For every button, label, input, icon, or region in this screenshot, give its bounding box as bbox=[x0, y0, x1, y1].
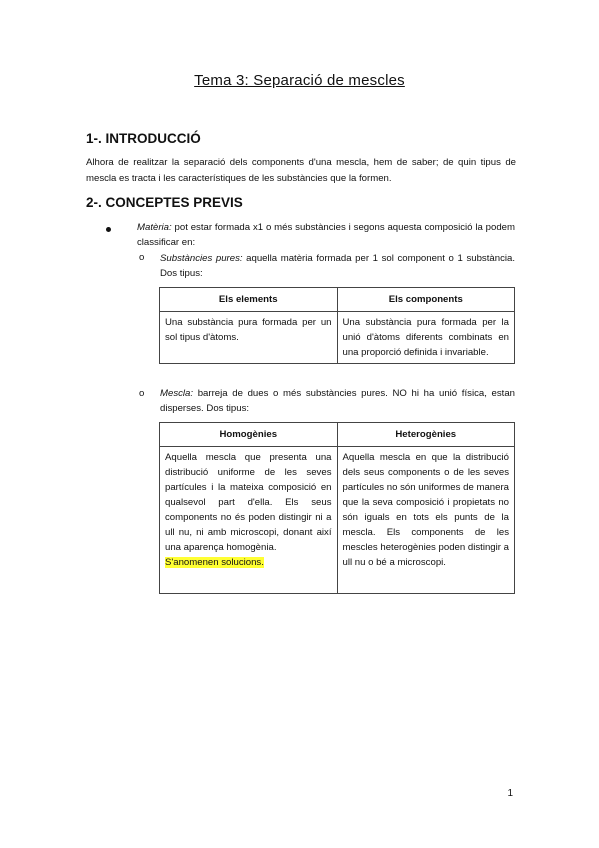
table-header-row bbox=[160, 288, 515, 312]
mescla-text: barreja de dues o més substàncies pures. NO hi ha unió física, estan disperses. Dos tipus: bbox=[160, 388, 515, 414]
table-row bbox=[160, 447, 515, 594]
page-number: 1 bbox=[507, 788, 513, 799]
table-cell: Una substància pura formada per un sol tipus d'àtoms. bbox=[160, 312, 338, 364]
table-header: Homogènies bbox=[160, 423, 338, 447]
table-header: Els elements bbox=[160, 288, 338, 312]
bullet-dot-icon bbox=[106, 227, 111, 232]
table-cell: Aquella mescla en que la distribució dels seus components o de les seves partícules no són uniformes de manera que la seva composició i propietats no són iguals en tots els punts de la mescla. Els components de les mescles heterogènies poden distingir a ull nu o bé a microscopi. bbox=[337, 447, 515, 594]
section-heading-conceptes: 2-. CONCEPTES PREVIS bbox=[86, 195, 243, 210]
mescla-bullet bbox=[160, 386, 515, 416]
circle-bullet-icon: o bbox=[139, 252, 145, 263]
materia-label: Matèria: bbox=[137, 222, 172, 233]
intro-paragraph: Alhora de realitzar la separació dels components d'una mescla, hem de saber; de quin tipus de mescla es tracta i les característiques de les substàncies que la formen. bbox=[86, 157, 516, 184]
pures-table bbox=[159, 287, 515, 364]
table-header-row bbox=[160, 423, 515, 447]
mescla-label: Mescla: bbox=[160, 388, 194, 399]
table-cell: Una substància pura formada per la unió d'àtoms diferents combinats en una proporció definida i invariable. bbox=[337, 312, 515, 364]
page-title: Tema 3: Separació de mescles bbox=[194, 72, 405, 89]
homogenies-text: Aquella mescla que presenta una distribució uniforme de les seves partícules i la mateixa composició en qualsevol part d'ella. Els seus components no és poden distingir ni a ull nu, ni amb microscopi, donant així una aparença homogènia. bbox=[165, 452, 332, 553]
table-header: Heterogènies bbox=[337, 423, 515, 447]
materia-text: pot estar formada x1 o més substàncies i segons aquesta composició la podem classificar en: bbox=[137, 222, 515, 248]
section-heading-introduccio: 1-. INTRODUCCIÓ bbox=[86, 131, 201, 146]
table-row bbox=[160, 312, 515, 364]
pures-bullet bbox=[160, 251, 515, 281]
pures-text: aquella matèria formada per 1 sol component o 1 substància. Dos tipus: bbox=[160, 253, 515, 279]
table-cell bbox=[160, 447, 338, 594]
table-header: Els components bbox=[337, 288, 515, 312]
mescla-table bbox=[159, 422, 515, 594]
pures-label: Substàncies pures: bbox=[160, 253, 243, 264]
circle-bullet-icon: o bbox=[139, 388, 145, 399]
materia-bullet bbox=[137, 220, 515, 250]
highlighted-text: S'anomenen solucions. bbox=[165, 557, 264, 568]
